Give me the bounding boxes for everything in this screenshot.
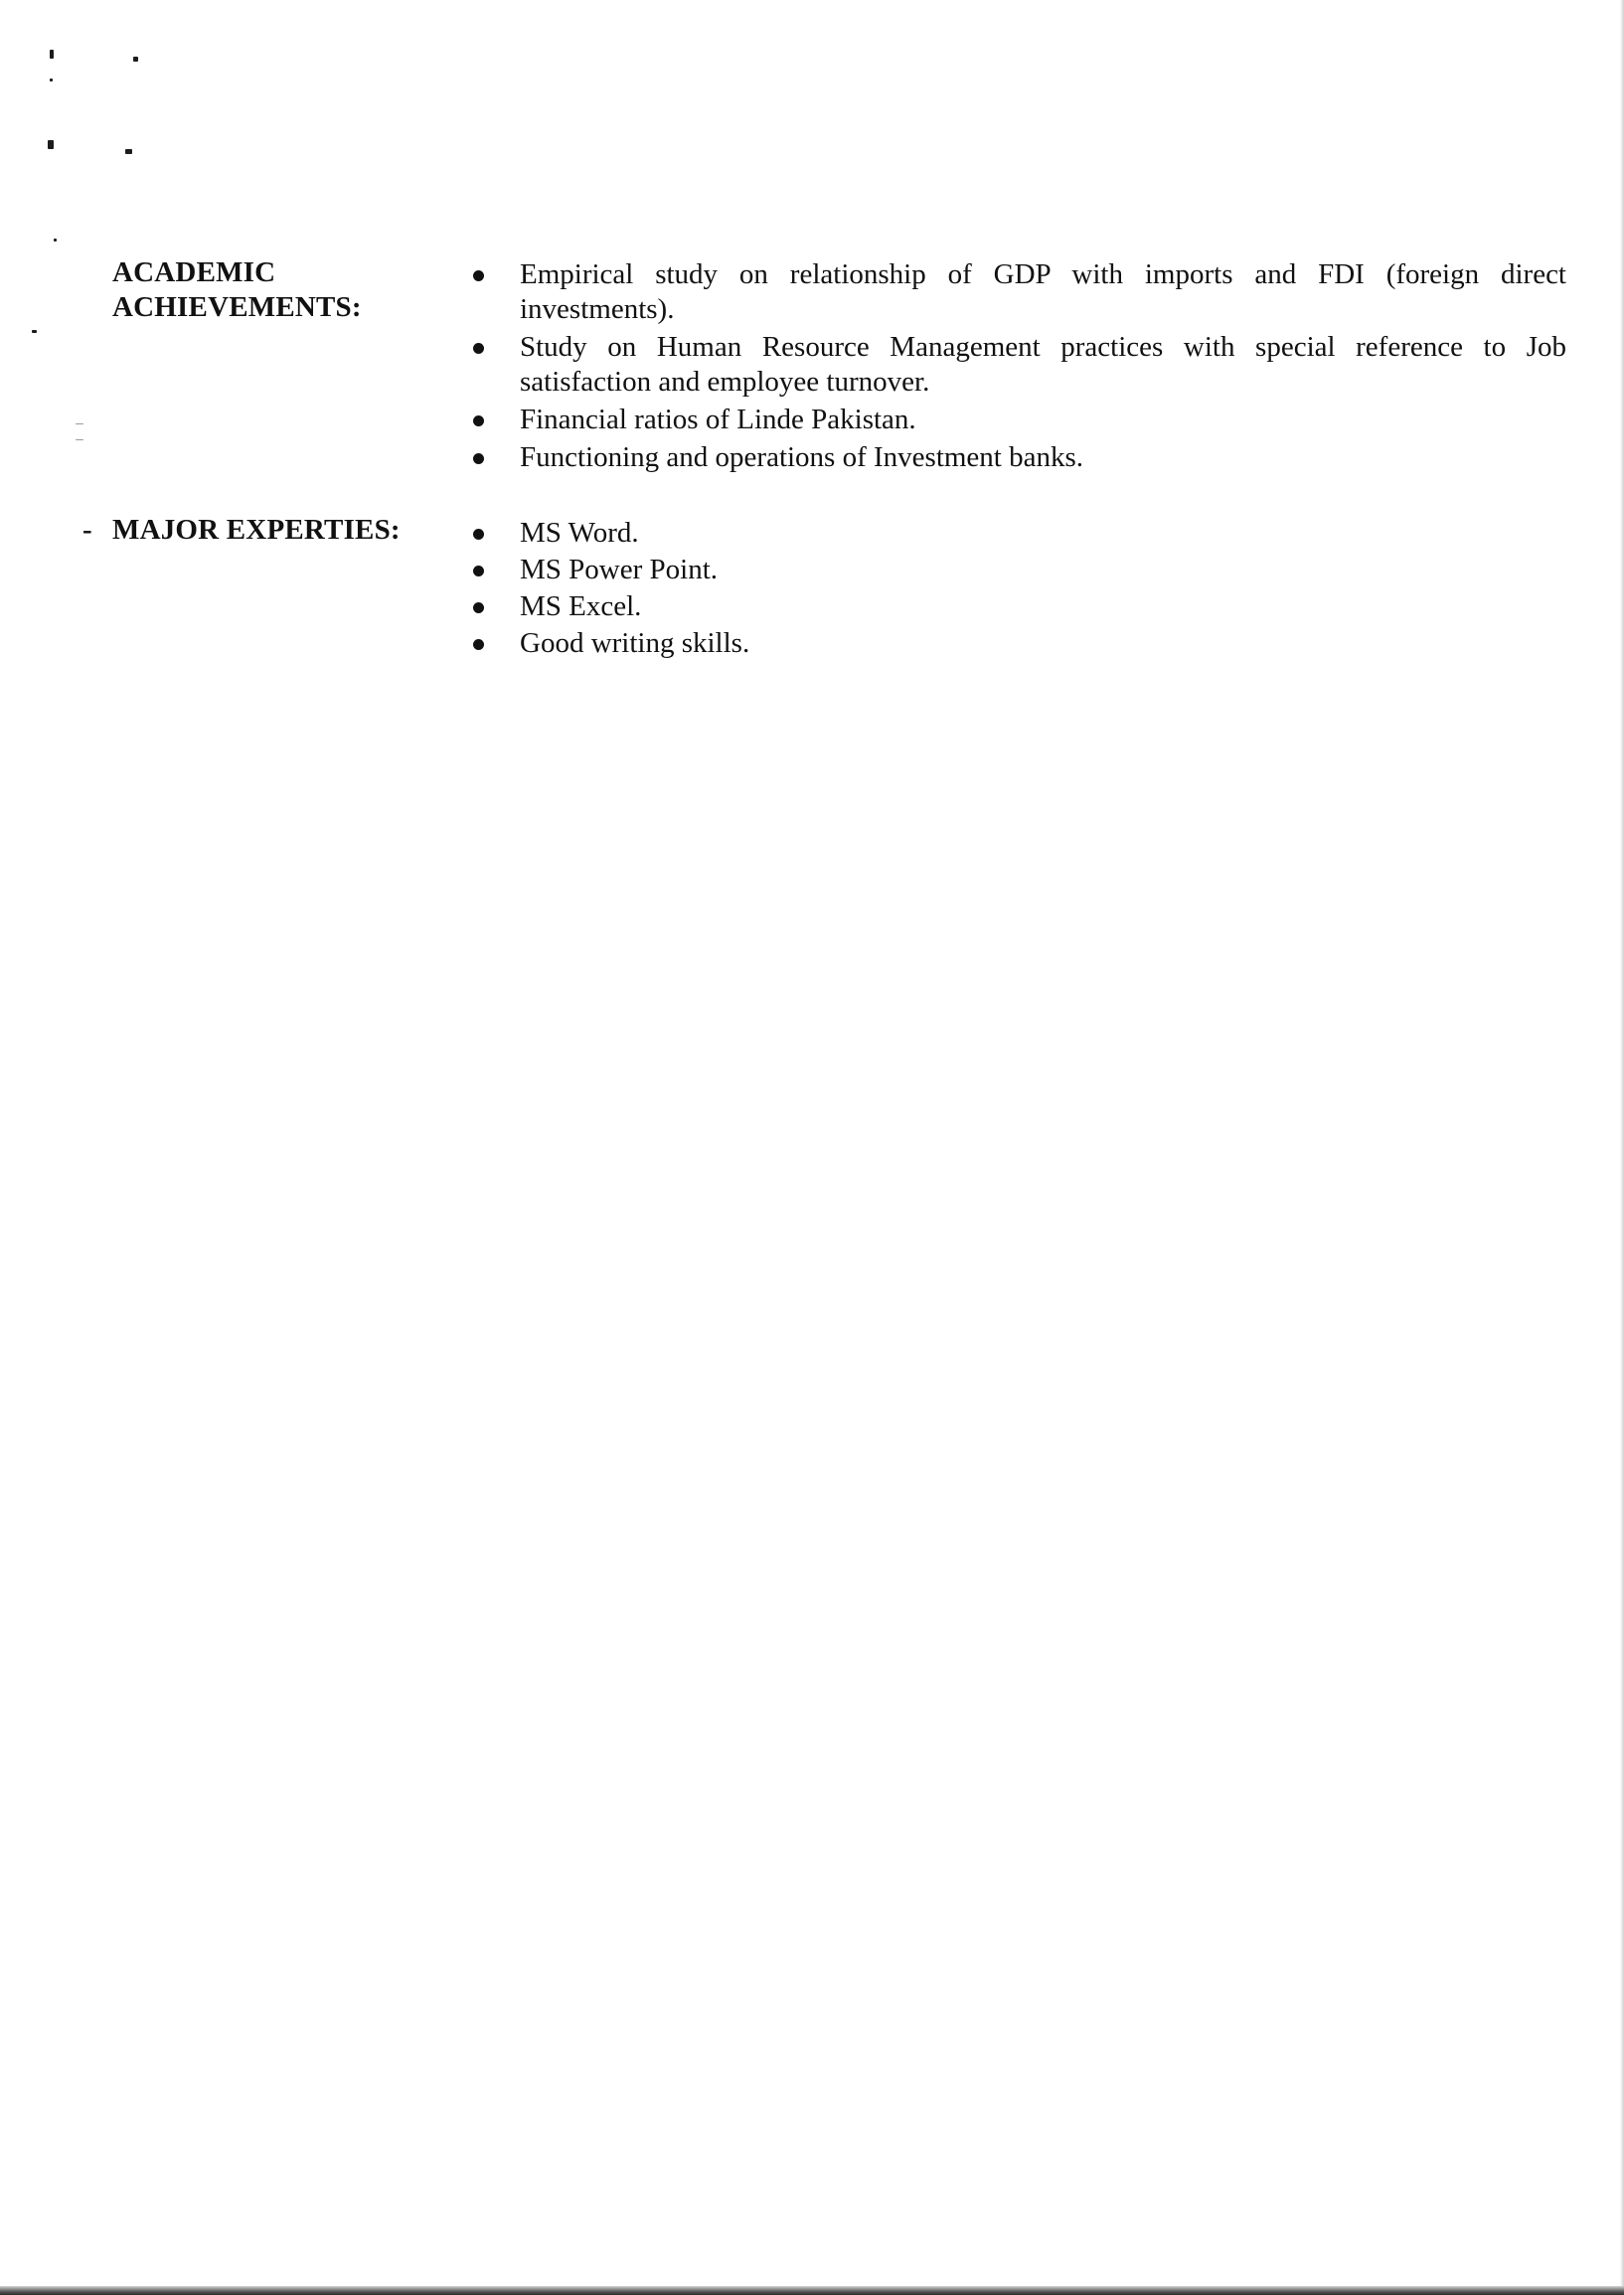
list-item xyxy=(473,589,1566,624)
scan-speck xyxy=(54,239,57,242)
list-item xyxy=(473,330,1566,400)
section-label-line2: ACHIEVEMENTS: xyxy=(112,291,362,323)
bullet-icon xyxy=(473,529,484,540)
list-item-text: Functioning and operations of Investment banks. xyxy=(520,441,1084,473)
section-label xyxy=(112,255,450,325)
scan-speck xyxy=(76,439,83,440)
list-item xyxy=(473,403,1566,437)
list-item xyxy=(473,553,1566,587)
list-item-text: Financial ratios of Linde Pakistan. xyxy=(520,404,916,435)
list-item xyxy=(473,257,1566,327)
scan-speck xyxy=(50,79,53,82)
bullet-icon xyxy=(473,602,484,613)
list-item-text: Empirical study on relationship of GDP with imports and FDI (foreign direct investments). xyxy=(520,258,1566,325)
achievements-list xyxy=(473,257,1566,478)
scan-edge-bottom xyxy=(0,2286,1624,2295)
list-item-text: Study on Human Resource Management practices with special reference to Job satisfaction and employee turnover. xyxy=(520,331,1566,398)
section-label-dash: - xyxy=(82,514,92,546)
list-item-text: MS Power Point. xyxy=(520,554,719,585)
scan-speck xyxy=(133,57,138,62)
list-item xyxy=(473,516,1566,551)
scan-speck xyxy=(76,423,83,424)
bullet-icon xyxy=(473,639,484,650)
experties-list xyxy=(473,516,1566,663)
bullet-icon xyxy=(473,453,484,464)
scan-speck xyxy=(48,140,54,149)
list-item-text: Good writing skills. xyxy=(520,627,750,659)
scan-speck xyxy=(125,149,132,154)
list-item xyxy=(473,626,1566,661)
list-item-text: MS Word. xyxy=(520,517,639,549)
bullet-icon xyxy=(473,270,484,281)
scan-speck xyxy=(32,330,37,333)
bullet-icon xyxy=(473,415,484,426)
bullet-icon xyxy=(473,343,484,354)
list-item-text: MS Excel. xyxy=(520,590,642,622)
section-label-line1: ACADEMIC xyxy=(112,256,276,288)
scan-edge-right xyxy=(1620,0,1624,2295)
section-label-line1: MAJOR EXPERTIES: xyxy=(112,514,401,546)
section-label xyxy=(112,513,450,548)
list-item xyxy=(473,440,1566,475)
scan-speck xyxy=(50,50,54,59)
bullet-icon xyxy=(473,566,484,576)
